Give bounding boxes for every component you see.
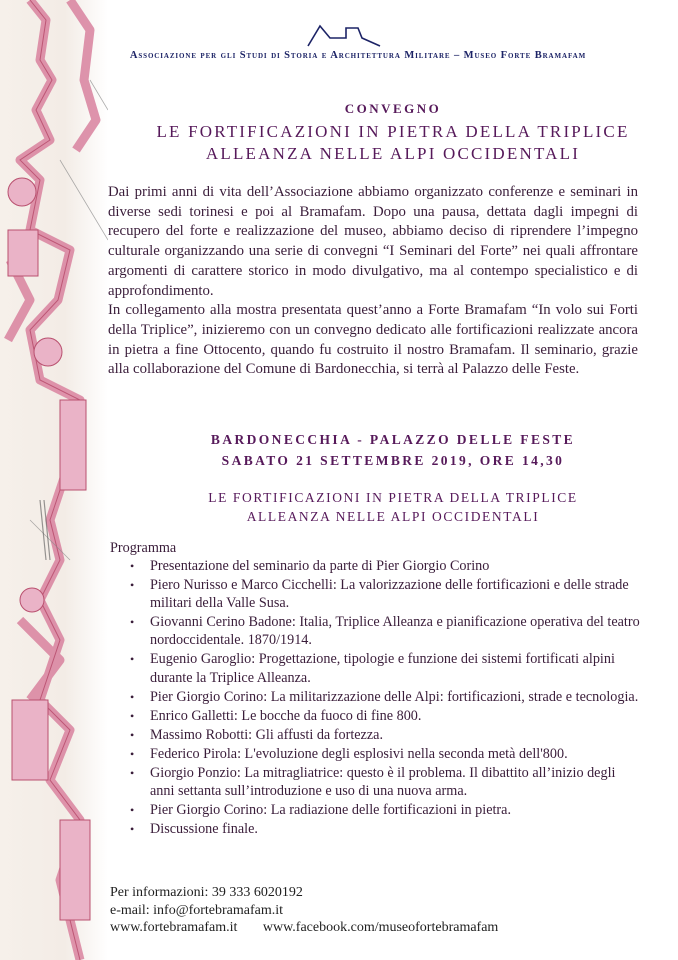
list-item [110,745,640,763]
list-item-text: Massimo Robotti: Gli affusti da fortezza. [150,726,383,743]
list-item [110,688,640,706]
list-item [110,576,640,612]
contact-links [110,919,498,937]
contact-phone: Per informazioni: 39 333 6020192 [110,885,303,900]
organization-header [40,50,676,61]
bullet-icon: • [130,746,135,761]
fortification-map-image [0,0,108,960]
list-item [110,764,640,800]
list-item [110,820,640,838]
bullet-icon: • [130,615,135,630]
contact-block [110,884,498,937]
bullet-icon: • [130,821,135,836]
list-item-text: Giovanni Cerino Badone: Italia, Triplice Alleanza e pianificazione operativa del teatro nordoccidentale. 1870/1914. [150,614,640,649]
list-item [110,726,640,744]
list-item-text: Eugenio Garoglio: Progettazione, tipologie e funzione dei sistemi fortificati alpini durante la Triplice Alleanza. [150,651,615,686]
event-kind-label: CONVEGNO [344,101,442,116]
list-item-text: Federico Pirola: L'evoluzione degli esplosivi nella seconda metà dell'800. [150,745,568,762]
facebook-link[interactable]: www.facebook.com/museofortebramafam [262,920,499,935]
bullet-icon: • [130,727,135,742]
bullet-icon: • [130,708,135,723]
list-item-text: Presentazione del seminario da parte di Pier Giorgio Corino [150,558,490,574]
venue-block [108,429,678,471]
list-item-text: Giorgio Ponzio: La mitragliatrice: questo è il problema. Il dibattito all’inizio degli anni settanta sull’introduzione e uso di una nuova arma. [150,764,616,799]
list-item-text: Piero Nurisso e Marco Cicchelli: La valorizzazione delle fortificazioni e delle strade militari della Valle Susa. [150,577,629,612]
bullet-icon: • [130,559,135,573]
bullet-icon: • [130,689,135,704]
venue-place: BARDONECCHIA - PALAZZO DELLE FESTE [210,432,576,447]
intro-text [108,183,638,380]
subtitle-line1: LE FORTIFICAZIONI IN PIETRA DELLA TRIPLICE [208,490,578,505]
website-link[interactable]: www.fortebramafam.it [110,920,238,935]
subtitle-block [108,488,678,526]
event-title-line1: LE FORTIFICAZIONI IN PIETRA DELLA TRIPLICE [156,122,630,141]
list-item [110,557,640,575]
organization-name: Associazione per gli Studi di Storia e Architettura Militare – Museo Forte Bramafam [129,50,587,61]
bullet-icon: • [130,802,135,817]
list-item-text: Enrico Galletti: Le bocche da fuoco di fine 800. [150,707,422,724]
bullet-icon: • [130,578,135,592]
list-item-text: Discussione finale. [150,820,258,837]
subtitle-line2: ALLEANZA NELLE ALPI OCCIDENTALI [246,509,540,524]
programma-heading: Programma [110,540,177,556]
list-item [110,650,640,686]
event-title [108,121,678,165]
programma-list [110,557,640,838]
venue-datetime: SABATO 21 SETTEMBRE 2019, ORE 14,30 [221,453,565,468]
event-title-line2: ALLEANZA NELLE ALPI OCCIDENTALI [205,144,581,163]
bullet-icon: • [130,652,135,667]
intro-paragraph-2: In collegamento alla mostra presentata quest’anno a Forte Bramafam “In volo sui Forti della Triplice”, inizieremo con un convegno dedicato alle fortificazioni realizzate ancora in pietra a fine Ottocento, quando fu costruito il nostro Bramafam. Il seminario, grazie alla collaborazione del Comune di Bardonecchia, si terrà al Palazzo delle Feste. [108,302,638,378]
list-item-text: Pier Giorgio Corino: La militarizzazione delle Alpi: fortificazioni, strade e tecnologia. [150,688,639,705]
list-item [110,707,640,725]
intro-paragraph-1: Dai primi anni di vita dell’Associazione abbiamo organizzato conferenze e seminari in diverse sedi torinesi e poi al Bramafam. Dopo una pausa, dettata dagli impegni di recupero del forte e realizzazione del museo, abbiamo deciso di riprendere l’impegno culturale organizzando una serie di convegni “I Seminari del Forte” nei quali affrontare argomenti di carattere storico in modo divulgativo, ma al contempo specialistico e di approfondimento. [108,184,638,299]
list-item [110,613,640,649]
contact-email[interactable]: e-mail: info@fortebramafam.it [110,902,284,918]
list-item-text: Pier Giorgio Corino: La radiazione delle fortificazioni in pietra. [150,801,512,818]
list-item [110,801,640,819]
bullet-icon: • [130,765,135,780]
fort-outline-logo [306,24,382,48]
